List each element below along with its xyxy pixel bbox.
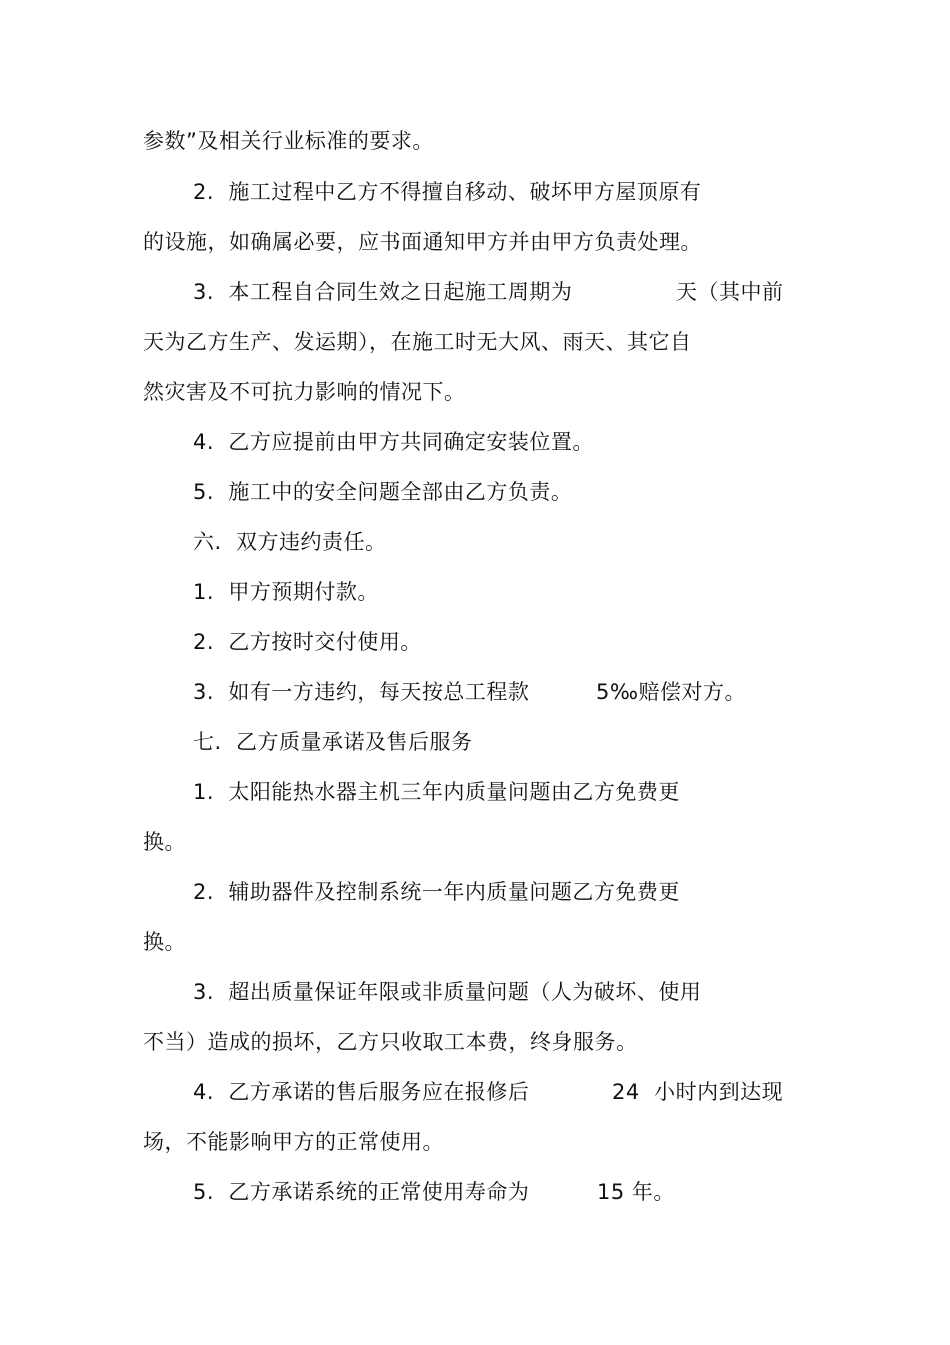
text-line: 换。: [143, 830, 186, 854]
text-line: 的设施，如确属必要，应书面通知甲方并由甲方负责处理。: [143, 230, 702, 254]
text-line: 2. 乙方按时交付使用。: [193, 630, 422, 654]
text-line: 15 年。: [597, 1180, 675, 1204]
text-line: 3. 超出质量保证年限或非质量问题（人为破坏、使用: [193, 980, 702, 1004]
text-line: 2. 施工过程中乙方不得擅自移动、破坏甲方屋顶原有: [193, 180, 702, 204]
text-line: 1. 太阳能热水器主机三年内质量问题由乙方免费更: [193, 780, 680, 804]
text-line: 3. 本工程自合同生效之日起施工周期为: [193, 280, 573, 304]
text-line: 场，不能影响甲方的正常使用。: [143, 1130, 444, 1154]
text-line: 天（其中前: [676, 280, 784, 304]
text-line: 24 小时内到达现: [612, 1080, 784, 1104]
text-line: 5‰赔偿对方。: [596, 680, 747, 704]
section-heading: 七. 乙方质量承诺及售后服务: [193, 730, 473, 754]
text-line: 换。: [143, 930, 186, 954]
text-line: 5. 乙方承诺系统的正常使用寿命为: [193, 1180, 530, 1204]
text-line: 1. 甲方预期付款。: [193, 580, 379, 604]
text-line: 4. 乙方应提前由甲方共同确定安装位置。: [193, 430, 594, 454]
text-line: 然灾害及不可抗力影响的情况下。: [143, 380, 466, 404]
text-line: 不当）造成的损坏，乙方只收取工本费，终身服务。: [143, 1030, 638, 1054]
text-line: 天为乙方生产、发运期），在施工时无大风、雨天、其它自: [143, 330, 692, 354]
text-line: 3. 如有一方违约，每天按总工程款: [193, 680, 530, 704]
section-heading: 六. 双方违约责任。: [193, 530, 387, 554]
text-line: 2. 辅助器件及控制系统一年内质量问题乙方免费更: [193, 880, 680, 904]
text-line: 5. 施工中的安全问题全部由乙方负责。: [193, 480, 573, 504]
text-line: 参数”及相关行业标准的要求。: [143, 129, 434, 153]
text-line: 4. 乙方承诺的售后服务应在报修后: [193, 1080, 530, 1104]
